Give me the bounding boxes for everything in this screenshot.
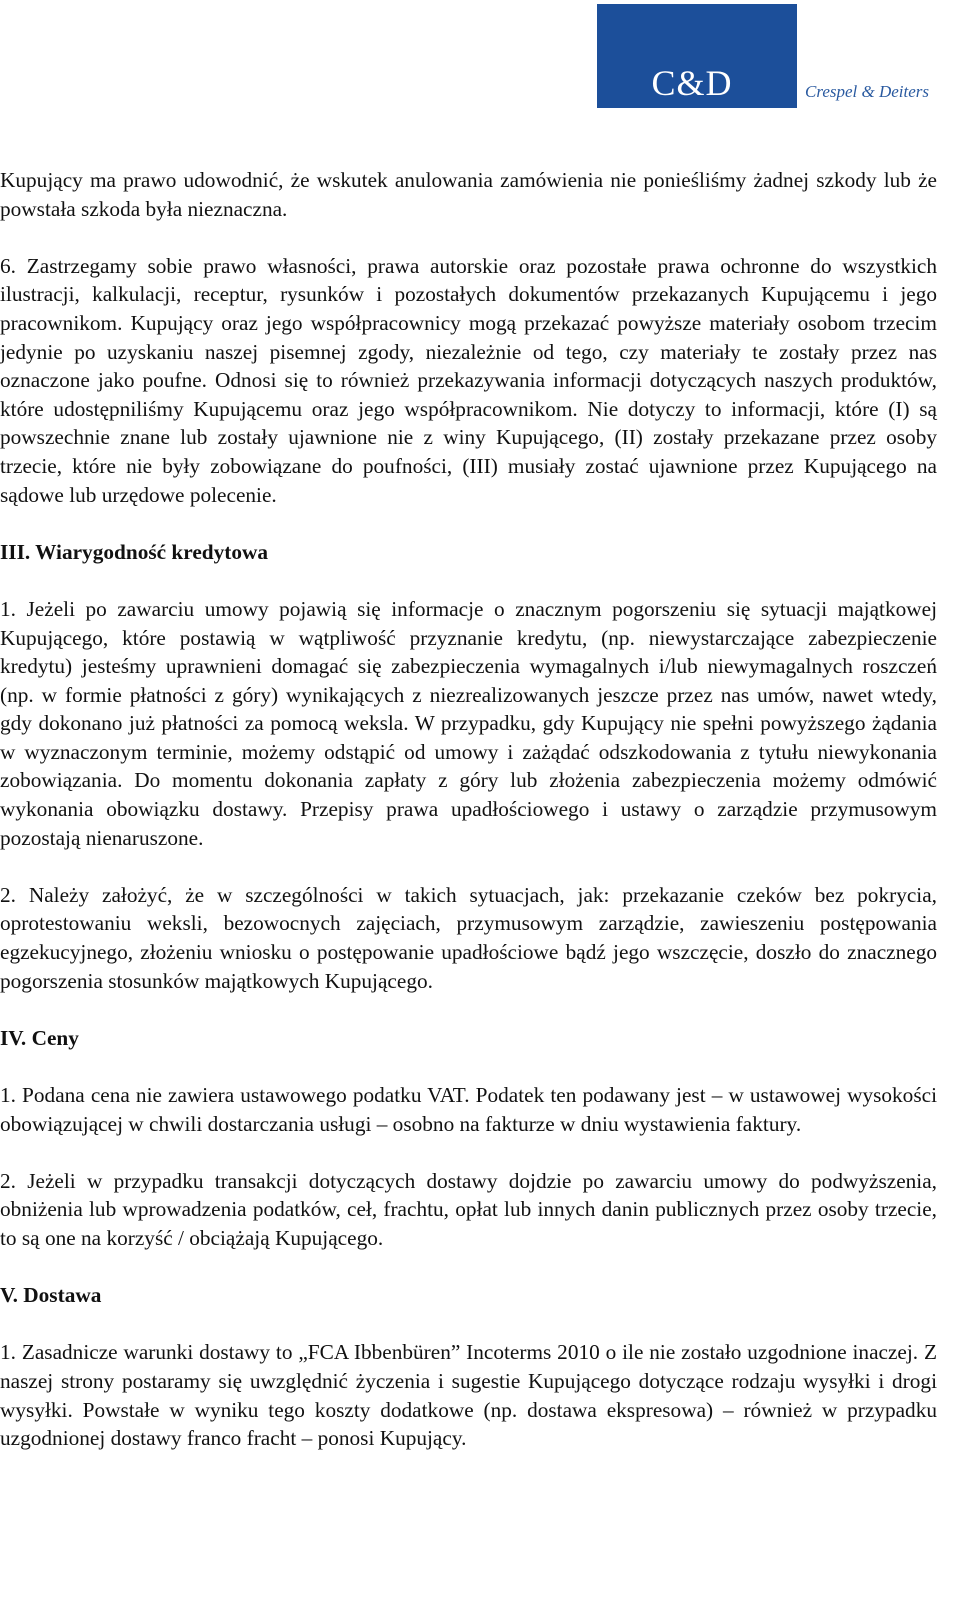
logo-box <box>597 4 797 108</box>
logo-mark: C&D <box>651 63 733 103</box>
paragraph-ownership-rights: 6. Zastrzegamy sobie prawo własności, prawa autorskie oraz pozostałe prawa ochronne do wszystkich ilustracji, kalkulacji, receptur, rysunków i pozostałych dokumentów przekazanych Kupującemu i jego pracownikom. Kupujący oraz jego współpracownicy mogą przekazać powyższe materiały osobom trzecim jedynie po uzyskaniu naszej pisemnej zgody, niezależnie od tego, czy materiały te zostały przez nas oznaczone jako poufne. Odnosi się to również przekazywania informacji dotyczących naszych produktów, które udostępniliśmy Kupującemu oraz jego współpracownikom. Nie dotyczy to informacji, które (I) są powszechnie znane lub zostały ujawnione nie z winy Kupującego, (II) zostały przekazane przez osoby trzecie, które nie były zobowiązane do poufności, (III) musiały zostać ujawnione przez Kupującego na sądowe lub urzędowe polecenie. <box>0 253 937 507</box>
section-heading-delivery: V. Dostawa <box>0 1283 102 1308</box>
document-body <box>0 166 937 1481</box>
company-logo <box>597 4 937 108</box>
section-heading-prices: IV. Ceny <box>0 1025 79 1050</box>
paragraph-damage-proof: Kupujący ma prawo udowodnić, że wskutek anulowania zamówienia nie ponieśliśmy żadnej szkody lub że powstała szkoda była nieznaczna. <box>0 168 937 221</box>
paragraph-credit-1: 1. Jeżeli po zawarciu umowy pojawią się informacje o znacznym pogorszeniu się sytuacji majątkowej Kupującego, które postawią w wątpliwość przyznanie kredytu, (np. niewystarczające zabezpieczenie kredytu) jesteśmy uprawnieni domagać się zabezpieczenia wymagalnych i/lub niewymagalnych roszczeń (np. w formie płatności z góry) wynikających z niezrealizowanych jeszcze przez nas umów, nawet wtedy, gdy dokonano już płatności za pomocą weksla. W przypadku, gdy Kupujący nie spełni powyższego żądania w wyznaczonym terminie, możemy odstąpić od umowy i zażądać odszkodowania z tytułu niewykonania zobowiązania. Do momentu dokonania zapłaty z góry lub złożenia zabezpieczenia możemy odmówić wykonania obowiązku dostawy. Przepisy prawa upadłościowego i ustawy o zarządzie przymusowym pozostają nienaruszone. <box>0 596 937 850</box>
paragraph-credit-2: 2. Należy założyć, że w szczególności w takich sytuacjach, jak: przekazanie czeków bez pokrycia, oprotestowaniu weksli, bezowocnych zajęciach, przymusowym zarządzie, zawieszeniu postępowania egzekucyjnego, złożeniu wniosku o postępowanie upadłościowe bądź jego wszczęcie, doszło do znacznego pogorszenia stosunków majątkowych Kupującego. <box>0 882 937 993</box>
section-heading-credit: III. Wiarygodność kredytowa <box>0 539 269 564</box>
paragraph-prices-2: 2. Jeżeli w przypadku transakcji dotyczących dostawy dojdzie po zawarciu umowy do podwyższenia, obniżenia lub wprowadzenia podatków, ceł, frachtu, opłat lub innych danin publicznych przez osoby trzecie, to są one na korzyść / obciążają Kupującego. <box>0 1168 937 1250</box>
paragraph-delivery-1: 1. Zasadnicze warunki dostawy to „FCA Ibbenbüren” Incoterms 2010 o ile nie zostało uzgodnione inaczej. Z naszej strony postaramy się uwzględnić życzenia i sugestie Kupującego dotyczące rodzaju wysyłki i drogi wysyłki. Powstałe w wyniku tego koszty dodatkowe (np. dostawa ekspresowa) – również w przypadku uzgodnionej dostawy franco fracht – ponosi Kupujący. <box>0 1340 937 1451</box>
paragraph-prices-1: 1. Podana cena nie zawiera ustawowego podatku VAT. Podatek ten podawany jest – w ustawowej wysokości obowiązującej w chwili dostarczania usługi – osobno na fakturze w dniu wystawienia faktury. <box>0 1083 937 1136</box>
logo-company-name: Crespel & Deiters <box>805 82 930 101</box>
